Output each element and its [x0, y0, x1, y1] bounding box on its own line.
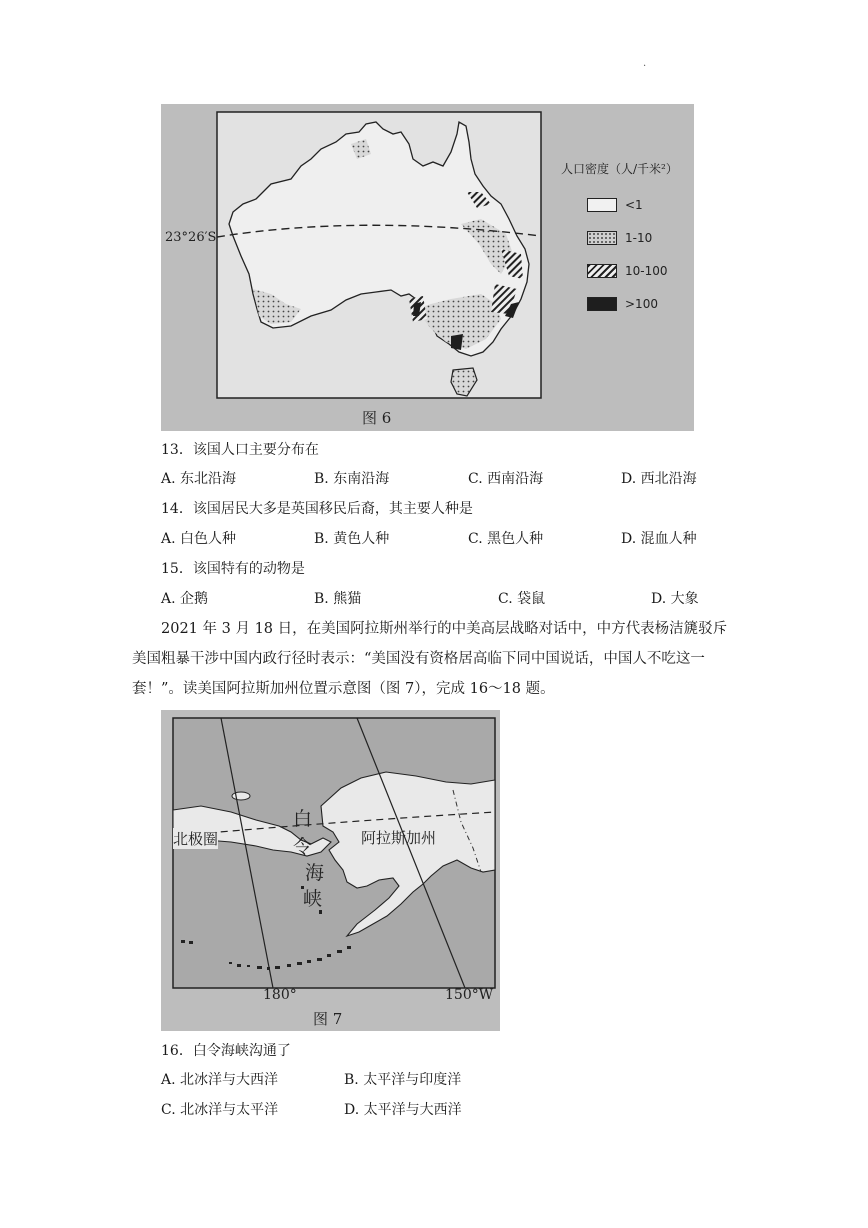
legend-swatch-blank: [587, 198, 617, 212]
question-13-stem: 13．该国人口主要分布在: [161, 442, 319, 458]
q14-option-c[interactable]: C. 黑色人种: [468, 531, 544, 547]
legend-label: <1: [625, 198, 643, 212]
legend-item-3: [587, 262, 668, 280]
passage-line-3: 套！”。读美国阿拉斯加州位置示意图（图 7），完成 16～18 题。: [132, 681, 555, 697]
alaska-map: [161, 710, 500, 1031]
legend-label: 10-100: [625, 264, 668, 278]
reading-passage: [132, 614, 761, 704]
figure-7-caption: 图 7: [313, 1010, 343, 1028]
q15-option-a[interactable]: A. 企鹅: [161, 591, 209, 607]
figure-7-map: [161, 710, 500, 1031]
tropic-latitude-label: 23°26′S: [165, 230, 217, 245]
legend-item-4: [587, 295, 658, 313]
legend-item-2: [587, 229, 652, 247]
legend-title: 人口密度（人/千米²）: [561, 162, 678, 176]
figure-6-caption: 图 6: [362, 409, 392, 427]
longitude-150w-label: 150°W: [445, 987, 494, 1003]
q16-option-d[interactable]: D. 太平洋与大西洋: [344, 1102, 462, 1118]
q14-option-a[interactable]: A. 白色人种: [161, 531, 237, 547]
passage-line-2: 美国粗暴干涉中国内政行径时表示：“美国没有资格居高临下同中国说话，中国人不吃这一: [132, 651, 705, 667]
alaska-label: 阿拉斯加州: [361, 829, 437, 847]
legend-label: 1-10: [625, 231, 653, 245]
q14-option-b[interactable]: B. 黄色人种: [314, 531, 390, 547]
q13-option-c[interactable]: C. 西南沿海: [468, 471, 544, 487]
question-15-stem: 15．该国特有的动物是: [161, 561, 305, 577]
arctic-circle-label: 北极圈: [173, 830, 219, 848]
q16-option-a[interactable]: A. 北冰洋与大西洋: [161, 1072, 279, 1088]
legend-label: >100: [625, 297, 658, 311]
figure-6-map: [161, 104, 694, 431]
legend-swatch-hatched: [587, 264, 617, 278]
q15-option-c[interactable]: C. 袋鼠: [498, 591, 546, 607]
q13-option-a[interactable]: A. 东北沿海: [161, 471, 237, 487]
q13-option-d[interactable]: D. 西北沿海: [621, 471, 697, 487]
q15-option-b[interactable]: B. 熊猫: [314, 591, 362, 607]
legend-item-1: [587, 196, 643, 214]
q16-option-c[interactable]: C. 北冰洋与太平洋: [161, 1102, 279, 1118]
strait-char-1: 白: [293, 808, 313, 830]
q16-option-b[interactable]: B. 太平洋与印度洋: [344, 1072, 462, 1088]
legend-swatch-solid: [587, 297, 617, 311]
longitude-180-label: 180°: [263, 987, 297, 1003]
strait-char-2: 令: [293, 836, 313, 858]
question-16-stem: 16．白令海峡沟通了: [161, 1043, 291, 1059]
strait-char-4: 峡: [303, 888, 323, 910]
page-mark: .: [643, 58, 647, 69]
passage-line-1: 2021 年 3 月 18 日，在美国阿拉斯州举行的中美高层战略对话中，中方代表杨洁篪驳斥: [161, 621, 728, 637]
legend-swatch-dotted: [587, 231, 617, 245]
q15-option-d[interactable]: D. 大象: [651, 591, 699, 607]
q14-option-d[interactable]: D. 混血人种: [621, 531, 697, 547]
question-14-stem: 14．该国居民大多是英国移民后裔，其主要人种是: [161, 501, 473, 517]
strait-char-3: 海: [305, 862, 325, 884]
q13-option-b[interactable]: B. 东南沿海: [314, 471, 390, 487]
